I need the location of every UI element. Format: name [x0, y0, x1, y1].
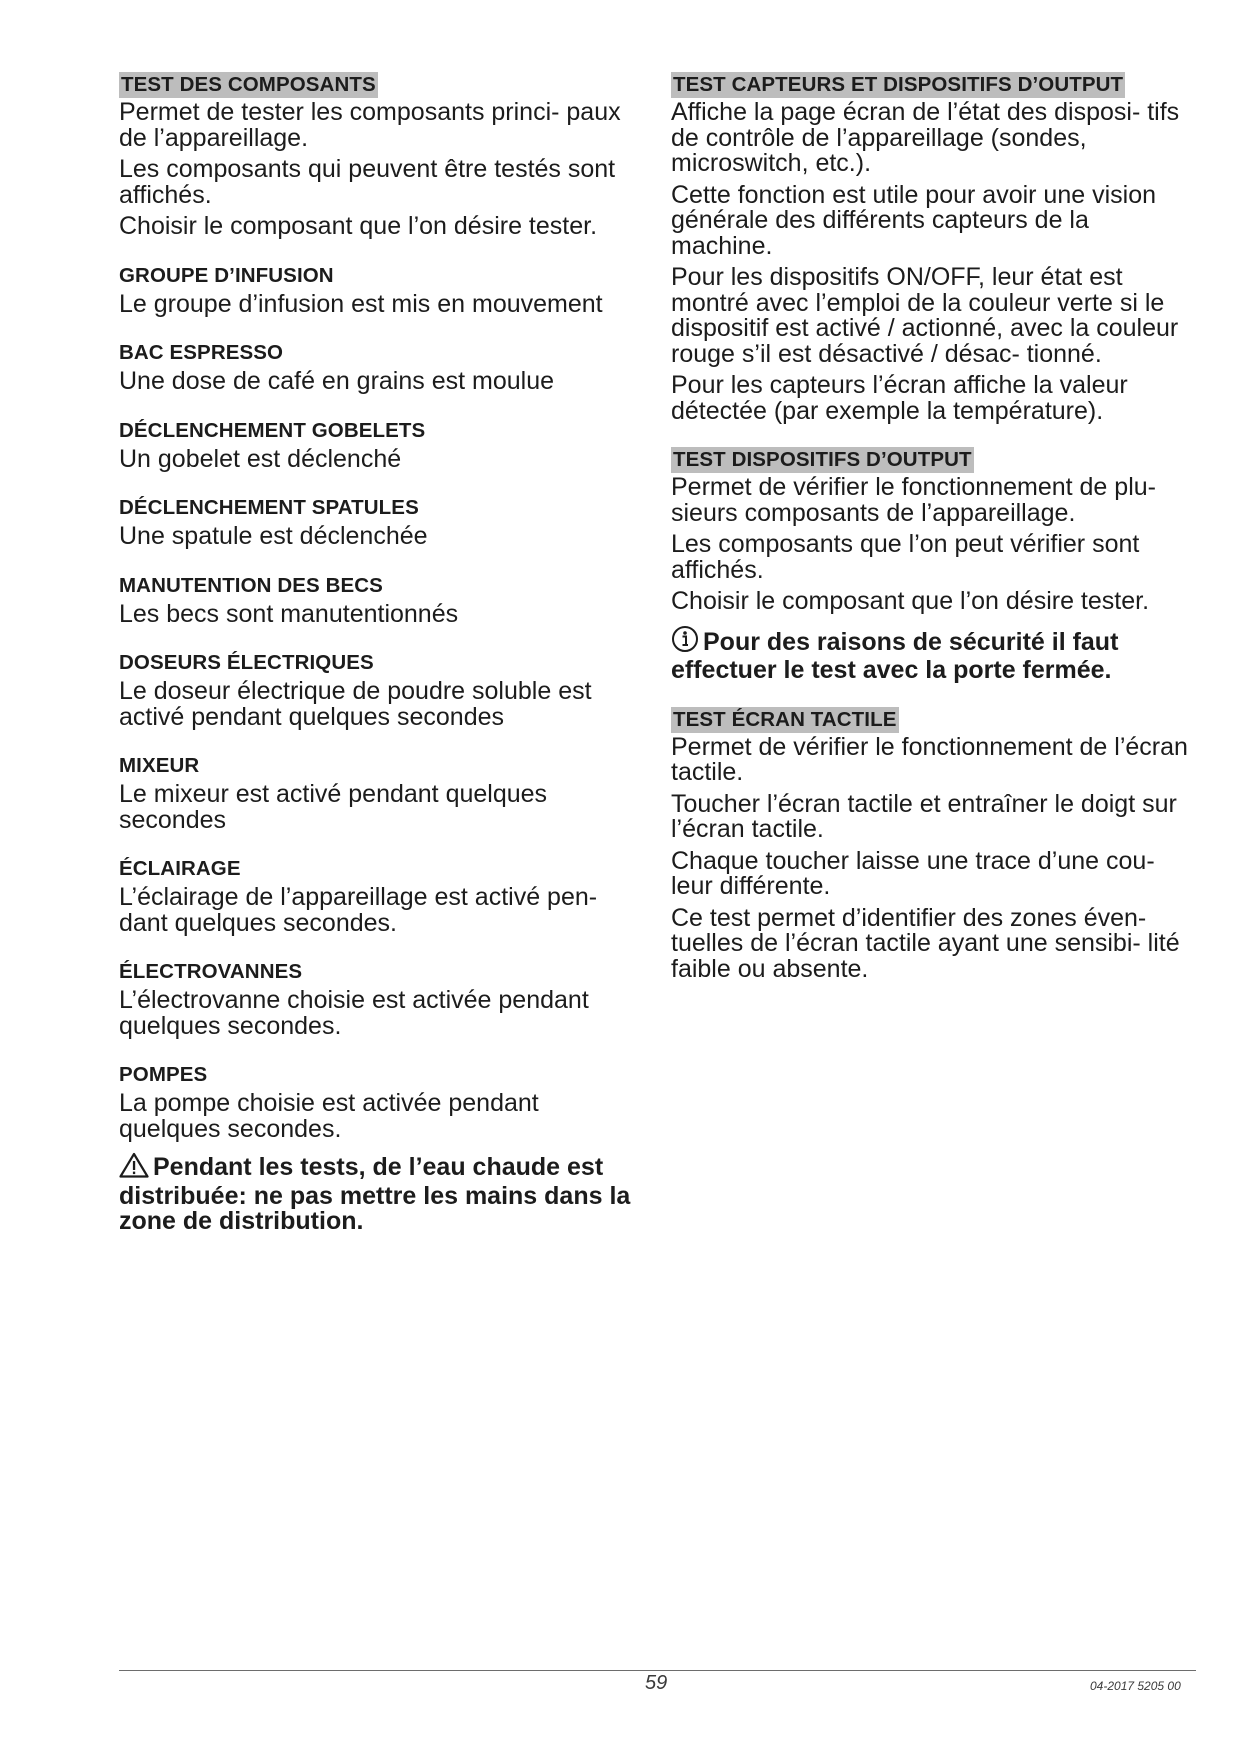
item-heading: BAC ESPRESSO: [119, 341, 284, 364]
document-code: 04-2017 5205 00: [1090, 1679, 1181, 1693]
item-text: Une dose de café en grains est moulue: [119, 367, 554, 395]
section-heading: TEST ÉCRAN TACTILE: [673, 707, 897, 731]
paragraph: Permet de tester les composants princi- paux de l’appareillage.: [119, 98, 621, 152]
paragraph: Pour les dispositifs ON/OFF, leur état est montré avec l’emploi de la couleur verte si le dispositif est activé / actionné, avec la couleur rouge s’il est désactivé / désac- tionné.: [671, 263, 1179, 368]
item-heading: DÉCLENCHEMENT SPATULES: [119, 496, 419, 519]
section-test-dispositifs: [671, 447, 1196, 684]
item-electrovannes: [119, 959, 643, 1039]
paragraph: Choisir le composant que l’on désire tester.: [671, 587, 1150, 615]
item-text: La pompe choisie est activée pendant quelques secondes.: [119, 1089, 539, 1143]
section-heading: TEST CAPTEURS ET DISPOSITIFS D’OUTPUT: [673, 73, 1124, 96]
item-declenchement-gobelets: [119, 418, 643, 473]
safety-note: [671, 625, 1196, 684]
warning-triangle-icon: [119, 1152, 149, 1184]
item-manutention-becs: [119, 573, 643, 628]
hot-water-warning: [119, 1152, 643, 1235]
paragraph: Ce test permet d’identifier des zones éven- tuelles de l’écran tactile ayant une sensibi- lité faible ou absente.: [671, 903, 1180, 983]
paragraph: Les composants que l’on peut vérifier sont affichés.: [671, 530, 1140, 584]
item-heading: ÉCLAIRAGE: [119, 857, 241, 880]
paragraph: Toucher l’écran tactile et entraîner le doigt sur l’écran tactile.: [671, 789, 1177, 843]
info-circle-icon: [671, 625, 699, 659]
item-heading: POMPES: [119, 1063, 208, 1086]
paragraph: Chaque toucher laisse une trace d’une cou- leur différente.: [671, 846, 1155, 900]
item-heading: MANUTENTION DES BECS: [119, 573, 383, 597]
item-heading: GROUPE D’INFUSION: [119, 263, 334, 287]
item-doseurs-electriques: [119, 650, 643, 730]
section-test-capteurs: [671, 72, 1196, 424]
item-bac-espresso: [119, 340, 643, 395]
paragraph: Choisir le composant que l’on désire tester.: [119, 212, 598, 240]
item-heading: MIXEUR: [119, 754, 200, 777]
item-text: Un gobelet est déclenché: [119, 444, 402, 473]
left-column: [119, 72, 643, 1235]
item-heading: ÉLECTROVANNES: [119, 960, 303, 983]
item-text: Le mixeur est activé pendant quelques secondes: [119, 780, 548, 834]
item-pompes: [119, 1062, 643, 1142]
item-text: L’électrovanne choisie est activée pendant quelques secondes.: [119, 986, 589, 1040]
item-heading: DOSEURS ÉLECTRIQUES: [119, 651, 374, 674]
item-declenchement-spatules: [119, 495, 643, 550]
item-text: Une spatule est déclenchée: [119, 522, 428, 550]
paragraph: Cette fonction est utile pour avoir une vision générale des différents capteurs de la machine.: [671, 180, 1156, 260]
item-heading: DÉCLENCHEMENT GOBELETS: [119, 418, 426, 442]
item-text: Le groupe d’infusion est mis en mouvement: [119, 289, 603, 318]
section-test-ecran: [671, 707, 1196, 983]
right-column: [671, 72, 1196, 1005]
paragraph: Pour les capteurs l’écran affiche la valeur détectée (par exemple la température).: [671, 371, 1128, 425]
page-number: 59: [645, 1672, 668, 1694]
section-test-composants: [119, 72, 643, 240]
section-heading: TEST DES COMPOSANTS: [121, 73, 376, 96]
warning-text: Pendant les tests, de l’eau chaude est distribuée: ne pas mettre les mains dans la zone de distribution.: [119, 1153, 631, 1235]
safety-note-text: Pour des raisons de sécurité il faut effectuer le test avec la porte fermée.: [671, 627, 1119, 684]
item-groupe-infusion: [119, 263, 643, 318]
paragraph: Permet de vérifier le fonctionnement de l’écran tactile.: [671, 732, 1188, 786]
paragraph: Les composants qui peuvent être testés sont affichés.: [119, 155, 616, 209]
item-mixeur: [119, 753, 643, 833]
item-text: L’éclairage de l’appareillage est activé pen- dant quelques secondes.: [119, 883, 598, 937]
paragraph: Permet de vérifier le fonctionnement de plu- sieurs composants de l’appareillage.: [671, 473, 1156, 527]
paragraph: Affiche la page écran de l’état des disposi- tifs de contrôle de l’appareillage (sondes, microswitch, etc.).: [671, 98, 1180, 177]
item-text: Le doseur électrique de poudre soluble est activé pendant quelques secondes: [119, 677, 592, 731]
footer-divider: [119, 1670, 1196, 1671]
item-text: Les becs sont manutentionnés: [119, 599, 459, 628]
item-eclairage: [119, 856, 643, 936]
section-heading: TEST DISPOSITIFS D’OUTPUT: [673, 448, 972, 471]
